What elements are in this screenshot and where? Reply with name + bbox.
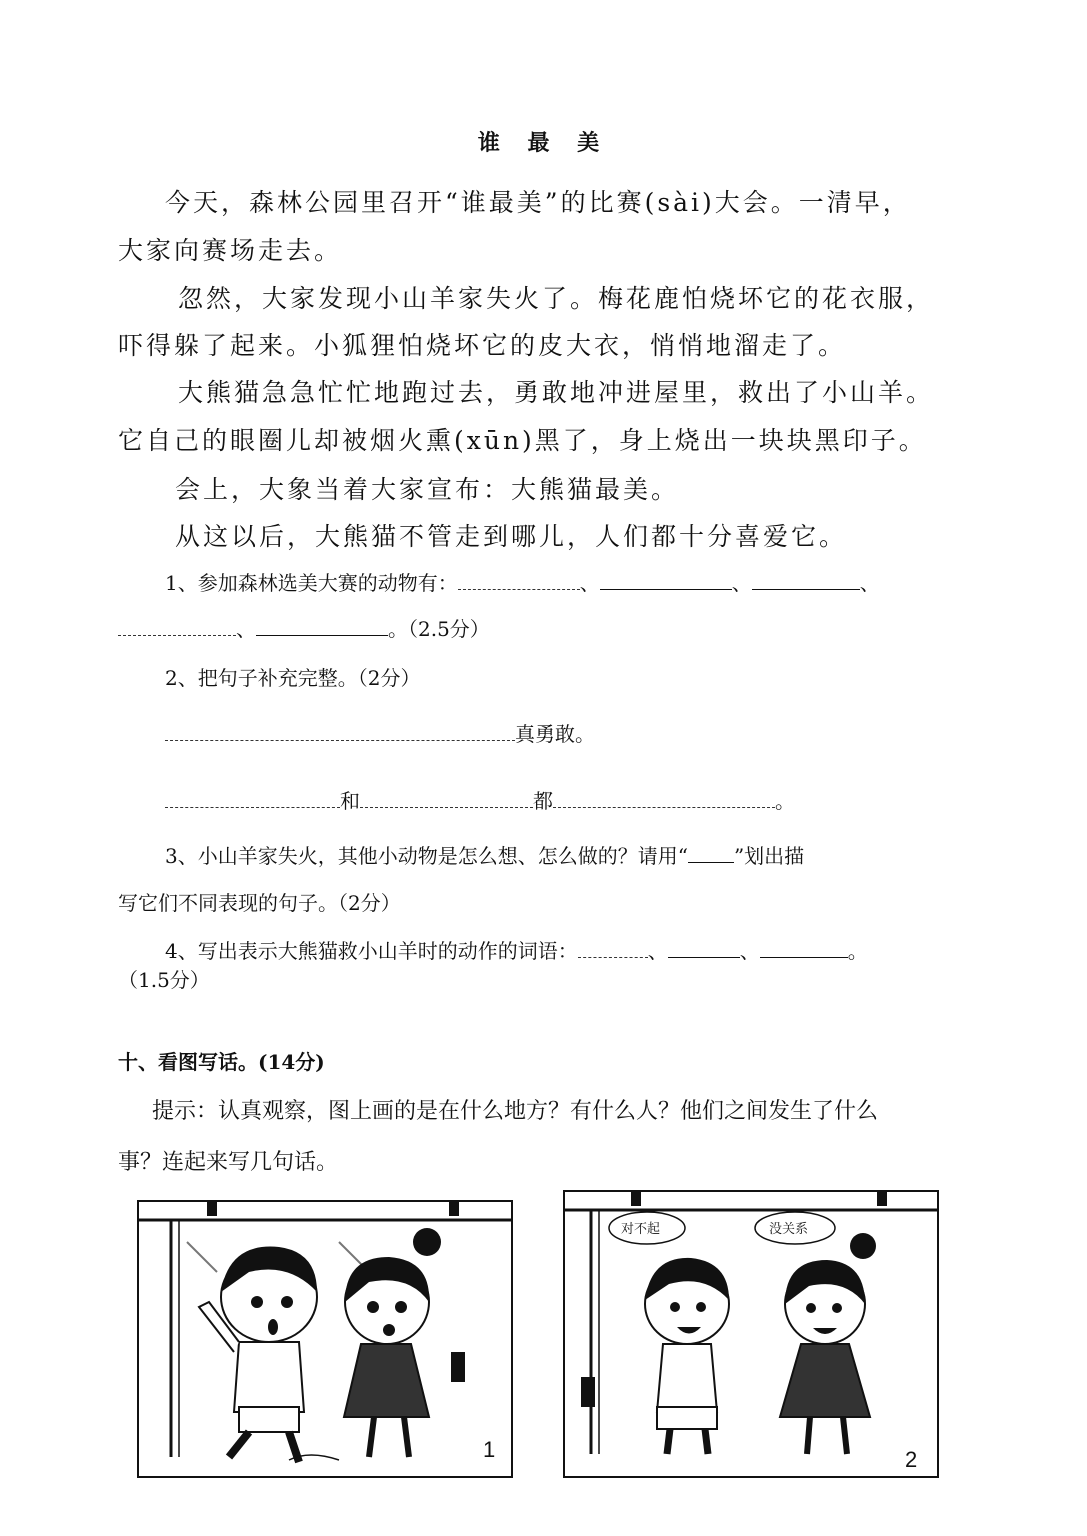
- picture-panel-2: [563, 1190, 939, 1478]
- paragraph-line: 大家向赛场走去。: [118, 236, 343, 265]
- sentence-end: 。: [775, 789, 795, 813]
- separator: 、: [859, 571, 880, 595]
- answer-blank[interactable]: [760, 939, 848, 958]
- question-3-continued: 写它们不同表现的句子。（2分）: [118, 891, 401, 915]
- word-and: 和: [340, 789, 360, 813]
- question-4-score: （1.5分）: [118, 968, 210, 992]
- separator: 、: [731, 571, 752, 595]
- hint-line: 事？连起来写几句话。: [118, 1150, 339, 1175]
- answer-blank[interactable]: [165, 789, 340, 808]
- paragraph-line: 大熊猫急急忙忙地跑过去，勇敢地冲进屋里，救出了小山羊。: [178, 378, 935, 407]
- question-1-continued: [118, 613, 490, 642]
- sentence-end: 真勇敢。: [515, 722, 595, 746]
- panel-number: 2: [905, 1447, 918, 1472]
- paragraph-line: 忽然，大家发现小山羊家失火了。梅花鹿怕烧坏它的花衣服，: [178, 284, 935, 313]
- answer-blank[interactable]: [752, 571, 860, 590]
- section-heading: 十、看图写话。(14分): [118, 1050, 325, 1074]
- separator: 、: [579, 571, 600, 595]
- separator: 、: [647, 939, 668, 963]
- panel-number: 1: [483, 1437, 496, 1462]
- answer-blank[interactable]: [118, 617, 236, 636]
- answer-blank[interactable]: [668, 939, 740, 958]
- underline-mark: [688, 844, 734, 863]
- question-2: 2、把句子补充完整。（2分）: [165, 666, 421, 690]
- question-4: [165, 935, 868, 964]
- question-1-text: 1、参加森林选美大赛的动物有：: [165, 571, 458, 595]
- question-1-score: 。（2.5分）: [388, 617, 490, 641]
- paragraph-line: 它自己的眼圈儿却被烟火熏(xūn)黑了，身上烧出一块块黑印子。: [118, 426, 927, 455]
- cartoon-illustration-1: [139, 1202, 511, 1476]
- question-3: [165, 840, 804, 869]
- speech-bubble-text: 对不起: [621, 1222, 661, 1237]
- paragraph-line: 会上，大象当着大家宣布：大熊猫最美。: [175, 475, 680, 504]
- question-1: [165, 567, 880, 596]
- passage-title: 谁 最 美: [477, 130, 610, 156]
- cartoon-illustration-2: [565, 1192, 937, 1476]
- paragraph-line: 今天，森林公园里召开“谁最美”的比赛(sài)大会。一清早，: [165, 188, 911, 217]
- answer-blank[interactable]: [256, 617, 388, 636]
- word-dou: 都: [533, 789, 553, 813]
- question-3-text-end: ”划出描: [733, 844, 805, 868]
- answer-blank[interactable]: [600, 571, 732, 590]
- answer-blank[interactable]: [458, 571, 580, 590]
- separator: 、: [236, 617, 256, 641]
- answer-blank[interactable]: [165, 722, 515, 741]
- answer-blank[interactable]: [360, 789, 533, 808]
- separator: 、: [739, 939, 760, 963]
- sentence-end: 。: [847, 939, 868, 963]
- question-2-line-2: [165, 785, 795, 814]
- speech-bubble-text: 没关系: [769, 1222, 809, 1237]
- question-2-line-1: [165, 718, 595, 747]
- question-4-text: 4、写出表示大熊猫救小山羊时的动作的词语：: [165, 939, 578, 963]
- paragraph-line: 从这以后，大熊猫不管走到哪儿，人们都十分喜爱它。: [175, 522, 848, 551]
- paragraph-line: 吓得躲了起来。小狐狸怕烧坏它的皮大衣，悄悄地溜走了。: [118, 331, 847, 360]
- picture-panel-1: [137, 1200, 513, 1478]
- question-3-text: 3、小山羊家失火，其他小动物是怎么想、怎么做的？请用“: [165, 844, 688, 868]
- answer-blank[interactable]: [553, 789, 775, 808]
- hint-line: 提示：认真观察，图上画的是在什么地方？有什么人？他们之间发生了什么: [152, 1099, 879, 1124]
- answer-blank[interactable]: [578, 939, 648, 958]
